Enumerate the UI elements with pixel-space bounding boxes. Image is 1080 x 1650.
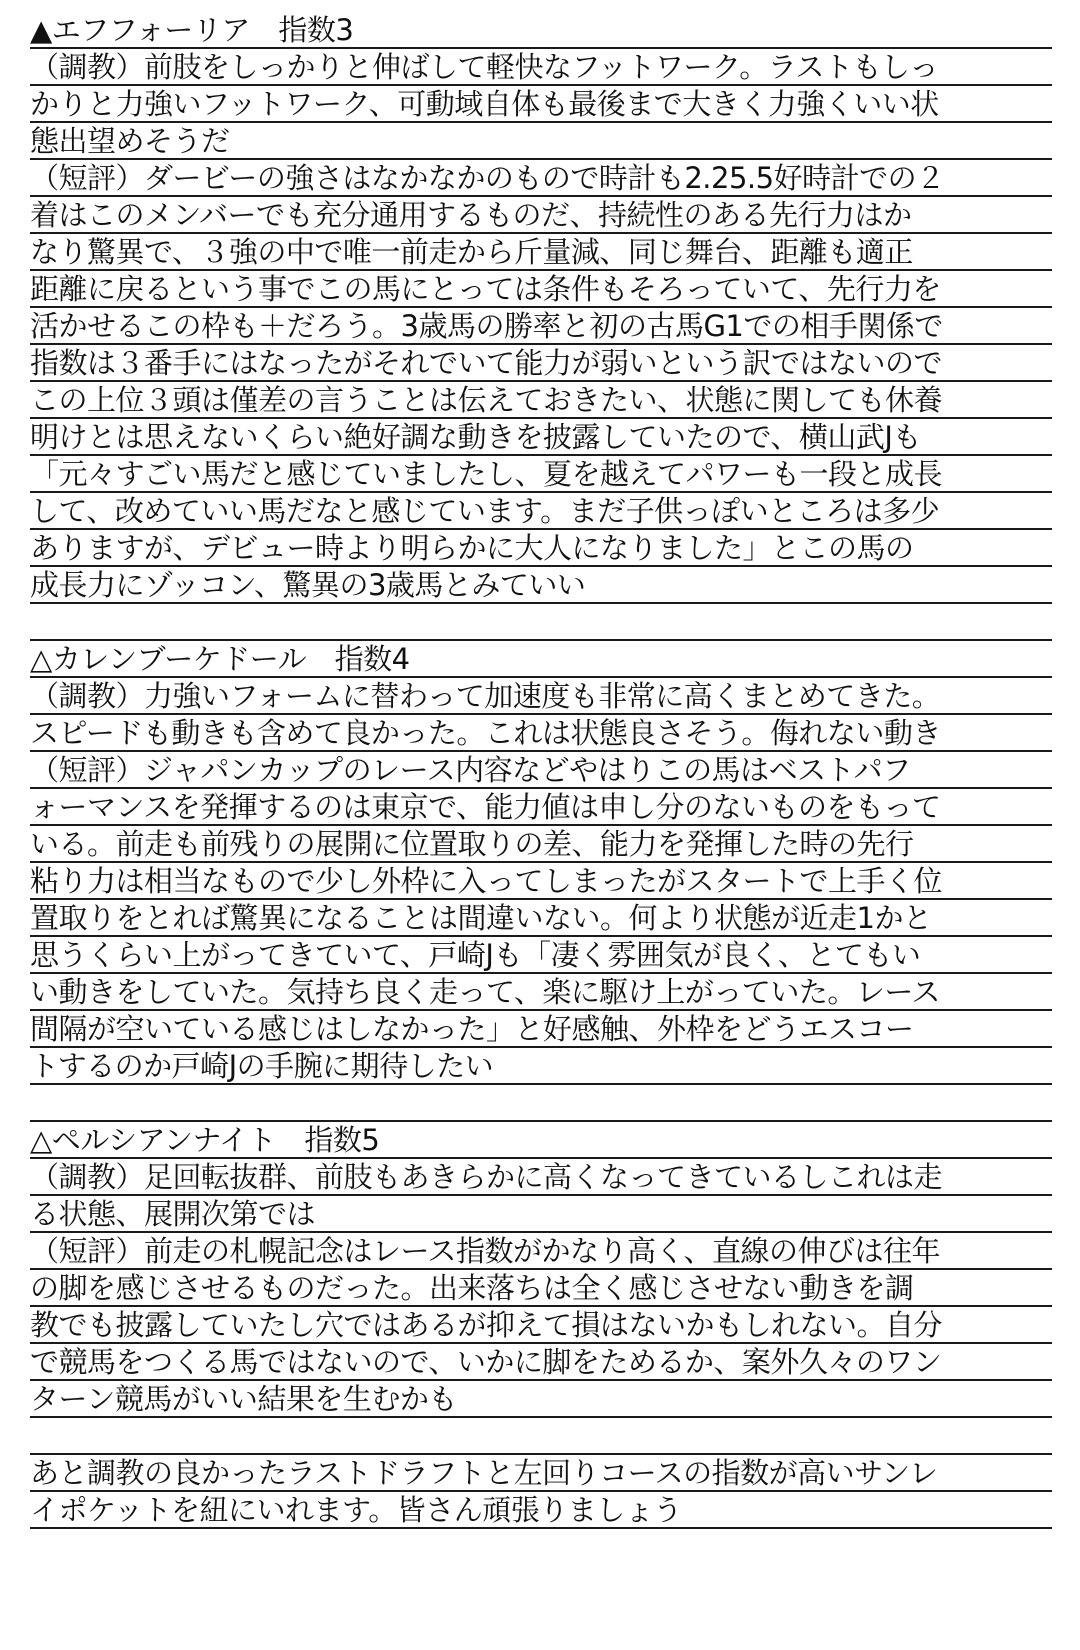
text-line: 着はこのメンバーでも充分通用するものだ、持続性のある先行力はか xyxy=(30,197,1052,234)
text-line: 置取りをとれば驚異になることは間違いない。何より状態が近走1かと xyxy=(30,900,1052,937)
text-line: 「元々すごい馬だと感じていましたし、夏を越えてパワーも一段と成長 xyxy=(30,456,1052,493)
horse-section-efforia xyxy=(30,12,1052,604)
text-line: 距離に戻るという事でこの馬にとっては条件もそろっていて、先行力を xyxy=(30,271,1052,308)
text-line: スピードも動きも含めて良かった。これは状態良さそう。侮れない動き xyxy=(30,715,1052,752)
text-line: 間隔が空いている感じはしなかった」と好感触、外枠をどうエスコー xyxy=(30,1011,1052,1048)
text-line: （調教）力強いフォームに替わって加速度も非常に高くまとめてきた。 xyxy=(30,678,1052,715)
text-line: この上位３頭は僅差の言うことは伝えておきたい、状態に関しても休養 xyxy=(30,382,1052,419)
text-line: （短評）ジャパンカップのレース内容などやはりこの馬はベストパフ xyxy=(30,752,1052,789)
horse-section-persian-knight xyxy=(30,1122,1052,1418)
text-line: 明けとは思えないくらい絶好調な動きを披露していたので、横山武Jも xyxy=(30,419,1052,456)
text-line: 粘り力は相当なもので少し外枠に入ってしまったがスタートで上手く位 xyxy=(30,863,1052,900)
text-line: なり驚異で、３強の中で唯一前走から斤量減、同じ舞台、距離も適正 xyxy=(30,234,1052,271)
text-line: 態出望めそうだ xyxy=(30,123,1052,160)
text-line: ありますが、デビュー時より明らかに大人になりました」とこの馬の xyxy=(30,530,1052,567)
text-line: い動きをしていた。気持ち良く走って、楽に駆け上がっていた。レース xyxy=(30,974,1052,1011)
document-page xyxy=(30,12,1052,1529)
text-line: ターン競馬がいい結果を生むかも xyxy=(30,1381,1052,1418)
text-line: （調教）前肢をしっかりと伸ばして軽快なフットワーク。ラストもしっ xyxy=(30,49,1052,86)
text-line: 教でも披露していたし穴ではあるが抑えて損はないかもしれない。自分 xyxy=(30,1307,1052,1344)
text-line: 思うくらい上がってきていて、戸崎Jも「凄く雰囲気が良く、とてもい xyxy=(30,937,1052,974)
text-line: イポケットを紐にいれます。皆さん頑張りましょう xyxy=(30,1492,1052,1529)
blank-line xyxy=(30,604,1052,641)
blank-line xyxy=(30,1085,1052,1122)
text-line: る状態、展開次第では xyxy=(30,1196,1052,1233)
text-line: して、改めていい馬だなと感じています。まだ子供っぽいところは多少 xyxy=(30,493,1052,530)
text-line: で競馬をつくる馬ではないので、いかに脚をためるか、案外久々のワン xyxy=(30,1344,1052,1381)
text-line: 活かせるこの枠も＋だろう。3歳馬の勝率と初の古馬G1での相手関係で xyxy=(30,308,1052,345)
blank-line xyxy=(30,1418,1052,1455)
section-heading: △カレンブーケドール 指数4 xyxy=(30,641,1052,678)
text-line: トするのか戸崎Jの手腕に期待したい xyxy=(30,1048,1052,1085)
text-line: （調教）足回転抜群、前肢もあきらかに高くなってきているしこれは走 xyxy=(30,1159,1052,1196)
text-line: （短評）前走の札幌記念はレース指数がかなり高く、直線の伸びは往年 xyxy=(30,1233,1052,1270)
text-line: （短評）ダービーの強さはなかなかのもので時計も2.25.5好時計での２ xyxy=(30,160,1052,197)
horse-section-curren-bouquetdor xyxy=(30,641,1052,1085)
text-line: かりと力強いフットワーク、可動域自体も最後まで大きく力強くいい状 xyxy=(30,86,1052,123)
text-line: 指数は３番手にはなったがそれでいて能力が弱いという訳ではないので xyxy=(30,345,1052,382)
text-line: ォーマンスを発揮するのは東京で、能力値は申し分のないものをもって xyxy=(30,789,1052,826)
closing-note xyxy=(30,1455,1052,1529)
text-line: 成長力にゾッコン、驚異の3歳馬とみていい xyxy=(30,567,1052,604)
section-heading: ▲エフフォーリア 指数3 xyxy=(30,12,1052,49)
section-heading: △ペルシアンナイト 指数5 xyxy=(30,1122,1052,1159)
text-line: あと調教の良かったラストドラフトと左回りコースの指数が高いサンレ xyxy=(30,1455,1052,1492)
text-line: の脚を感じさせるものだった。出来落ちは全く感じさせない動きを調 xyxy=(30,1270,1052,1307)
text-line: いる。前走も前残りの展開に位置取りの差、能力を発揮した時の先行 xyxy=(30,826,1052,863)
